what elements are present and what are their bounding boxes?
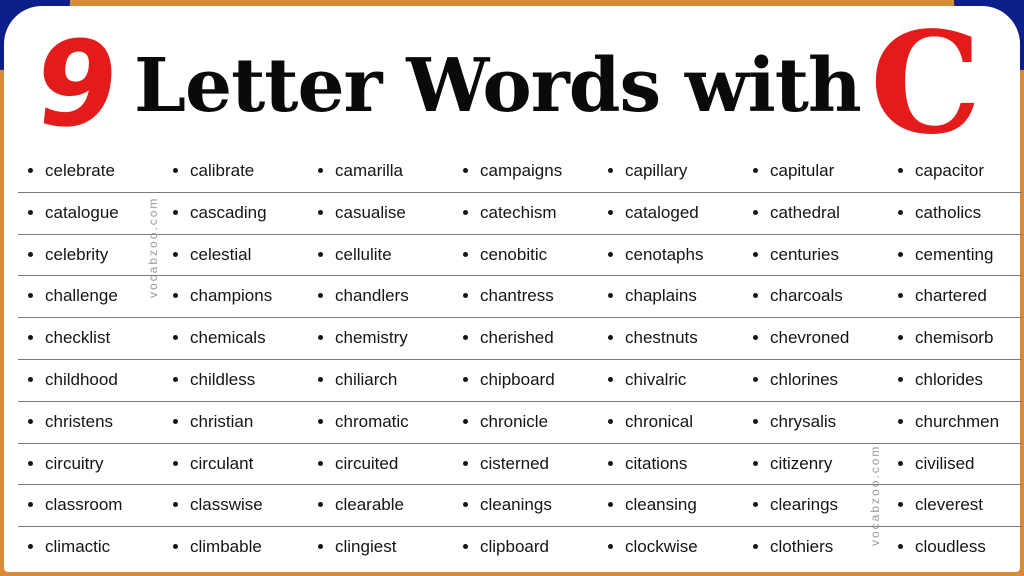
word-text: climbable xyxy=(190,537,262,557)
word-item xyxy=(173,485,263,525)
bullet-icon xyxy=(173,252,178,257)
bullet-icon xyxy=(898,461,903,466)
word-item xyxy=(173,527,262,567)
word-text: chestnuts xyxy=(625,328,698,348)
word-item xyxy=(463,318,554,358)
word-text: chartered xyxy=(915,286,987,306)
word-text: cleanings xyxy=(480,495,552,515)
word-item xyxy=(173,360,255,400)
bullet-icon xyxy=(608,377,613,382)
word-item xyxy=(318,360,397,400)
word-text: chandlers xyxy=(335,286,409,306)
word-text: christian xyxy=(190,411,254,431)
word-text: clingiest xyxy=(335,537,397,557)
word-text: christens xyxy=(45,411,114,431)
bullet-icon xyxy=(318,544,323,549)
title-text: Letter Words with xyxy=(134,43,861,129)
word-item xyxy=(463,402,548,442)
word-item xyxy=(898,402,999,442)
word-text: celebrity xyxy=(45,244,109,264)
word-item xyxy=(173,151,254,191)
word-item xyxy=(608,444,687,484)
word-item xyxy=(463,235,547,275)
word-item xyxy=(173,235,251,275)
word-item xyxy=(753,527,833,567)
word-item xyxy=(28,318,110,358)
bullet-icon xyxy=(753,293,758,298)
word-text: charcoals xyxy=(770,286,843,306)
word-text: civilised xyxy=(915,453,975,473)
bullet-icon xyxy=(898,502,903,507)
word-text: capillary xyxy=(625,161,688,180)
bullet-icon xyxy=(28,210,33,215)
word-item xyxy=(898,485,983,525)
word-text: chivalric xyxy=(625,369,687,389)
word-item xyxy=(463,485,552,525)
bullet-icon xyxy=(753,335,758,340)
bullet-icon xyxy=(173,293,178,298)
bullet-icon xyxy=(608,335,613,340)
word-item xyxy=(753,444,832,484)
bullet-icon xyxy=(28,168,33,173)
bullet-icon xyxy=(463,419,468,424)
bullet-icon xyxy=(753,461,758,466)
word-text: chipboard xyxy=(480,369,555,389)
word-text: chemisorb xyxy=(915,328,994,348)
bullet-icon xyxy=(28,293,33,298)
bullet-icon xyxy=(898,252,903,257)
bullet-icon xyxy=(753,168,758,173)
bullet-icon xyxy=(463,502,468,507)
word-row xyxy=(18,318,1022,360)
word-text: clipboard xyxy=(480,537,549,557)
word-item xyxy=(28,235,108,275)
bullet-icon xyxy=(318,252,323,257)
bullet-icon xyxy=(463,293,468,298)
word-text: chantress xyxy=(480,286,554,306)
word-text: casualise xyxy=(335,202,406,222)
word-item xyxy=(28,527,110,567)
word-item xyxy=(463,276,554,316)
bullet-icon xyxy=(173,461,178,466)
word-item xyxy=(463,444,549,484)
word-item xyxy=(318,235,392,275)
bullet-icon xyxy=(753,419,758,424)
word-item xyxy=(608,360,686,400)
bullet-icon xyxy=(463,210,468,215)
word-item xyxy=(28,276,118,316)
bullet-icon xyxy=(28,335,33,340)
word-item xyxy=(898,527,986,567)
word-text: climactic xyxy=(45,537,111,557)
word-item xyxy=(318,402,409,442)
word-item xyxy=(318,193,406,233)
word-item xyxy=(898,151,984,191)
word-item xyxy=(28,193,119,233)
word-text: cataloged xyxy=(625,202,699,222)
bullet-icon xyxy=(898,168,903,173)
word-text: cherished xyxy=(480,328,554,348)
word-text: chlorines xyxy=(770,369,839,389)
word-text: calibrate xyxy=(190,161,255,180)
word-item xyxy=(753,151,834,191)
bullet-icon xyxy=(173,210,178,215)
word-item xyxy=(753,402,836,442)
word-item xyxy=(608,193,699,233)
word-item xyxy=(608,276,697,316)
word-row xyxy=(18,276,1022,318)
bullet-icon xyxy=(608,210,613,215)
bullet-icon xyxy=(28,377,33,382)
word-text: chromatic xyxy=(335,411,409,431)
word-text: champions xyxy=(190,286,273,306)
word-item xyxy=(608,318,698,358)
bullet-icon xyxy=(608,544,613,549)
word-item xyxy=(173,276,272,316)
word-text: camarilla xyxy=(335,161,404,180)
bullet-icon xyxy=(173,544,178,549)
bullet-icon xyxy=(28,252,33,257)
word-text: catalogue xyxy=(45,202,119,222)
word-text: classroom xyxy=(45,495,123,515)
bullet-icon xyxy=(463,252,468,257)
word-text: catechism xyxy=(480,202,557,222)
bullet-icon xyxy=(753,252,758,257)
word-text: chlorides xyxy=(915,369,984,389)
word-text: cisterned xyxy=(480,453,549,473)
word-item xyxy=(608,402,693,442)
word-text: chiliarch xyxy=(335,369,398,389)
title-letter: C xyxy=(870,2,982,166)
word-item xyxy=(753,485,838,525)
word-text: cascading xyxy=(190,202,267,222)
word-item xyxy=(173,318,266,358)
word-text: childless xyxy=(190,369,256,389)
bullet-icon xyxy=(898,419,903,424)
word-text: checklist xyxy=(45,328,111,348)
bullet-icon xyxy=(173,377,178,382)
word-item xyxy=(173,402,253,442)
word-item xyxy=(753,276,843,316)
bullet-icon xyxy=(898,335,903,340)
word-text: chrysalis xyxy=(770,411,837,431)
word-item xyxy=(753,318,849,358)
word-text: circulant xyxy=(190,453,254,473)
word-item xyxy=(463,193,557,233)
word-text: clearings xyxy=(770,495,839,515)
word-text: clockwise xyxy=(625,537,698,557)
bullet-icon xyxy=(173,419,178,424)
word-text: cleansing xyxy=(625,495,697,515)
word-text: chronical xyxy=(625,411,694,431)
bullet-icon xyxy=(318,502,323,507)
word-item xyxy=(318,151,403,191)
word-item xyxy=(28,444,104,484)
word-item xyxy=(318,318,408,358)
word-text: chevroned xyxy=(770,328,850,348)
word-item xyxy=(463,151,562,191)
word-item xyxy=(463,360,555,400)
word-text: chaplains xyxy=(625,286,697,306)
word-text: chemistry xyxy=(335,328,408,348)
bullet-icon xyxy=(463,544,468,549)
word-row xyxy=(18,360,1022,402)
bullet-icon xyxy=(318,419,323,424)
word-item xyxy=(463,527,549,567)
bullet-icon xyxy=(28,461,33,466)
word-item xyxy=(898,360,983,400)
bullet-icon xyxy=(753,544,758,549)
word-item xyxy=(318,485,404,525)
word-text: cenotaphs xyxy=(625,244,704,264)
word-item xyxy=(898,318,993,358)
word-text: centuries xyxy=(770,244,839,264)
bullet-icon xyxy=(173,502,178,507)
word-item xyxy=(173,193,267,233)
word-item xyxy=(898,193,981,233)
page-title xyxy=(4,2,1020,166)
bullet-icon xyxy=(318,293,323,298)
bullet-icon xyxy=(463,461,468,466)
bullet-icon xyxy=(318,461,323,466)
word-text: celestial xyxy=(190,244,252,264)
bullet-icon xyxy=(753,502,758,507)
word-text: cathedral xyxy=(770,202,840,222)
word-text: catholics xyxy=(915,202,982,222)
bullet-icon xyxy=(463,168,468,173)
word-row xyxy=(18,402,1022,444)
word-row xyxy=(18,151,1022,193)
title-number: 9 xyxy=(28,15,126,153)
word-text: capacitor xyxy=(915,161,984,180)
word-row xyxy=(18,235,1022,277)
bullet-icon xyxy=(898,293,903,298)
word-text: churchmen xyxy=(915,411,1000,431)
bullet-icon xyxy=(28,544,33,549)
word-row xyxy=(18,193,1022,235)
bullet-icon xyxy=(173,335,178,340)
bullet-icon xyxy=(608,419,613,424)
word-item xyxy=(28,151,115,191)
word-text: clothiers xyxy=(770,537,834,557)
bullet-icon xyxy=(898,544,903,549)
word-text: circuitry xyxy=(45,453,104,473)
bullet-icon xyxy=(28,419,33,424)
word-text: circuited xyxy=(335,453,399,473)
word-text: cenobitic xyxy=(480,244,548,264)
word-text: childhood xyxy=(45,369,118,389)
word-text: celebrate xyxy=(45,161,115,180)
word-text: cementing xyxy=(915,244,994,264)
bullet-icon xyxy=(608,502,613,507)
bullet-icon xyxy=(28,502,33,507)
word-item xyxy=(318,444,398,484)
word-item xyxy=(753,235,839,275)
word-item xyxy=(28,402,113,442)
bullet-icon xyxy=(608,461,613,466)
word-item xyxy=(608,527,698,567)
word-item xyxy=(753,360,838,400)
word-text: cloudless xyxy=(915,537,986,557)
bullet-icon xyxy=(463,335,468,340)
word-item xyxy=(28,360,118,400)
word-item xyxy=(608,151,687,191)
word-item xyxy=(608,235,703,275)
content-card xyxy=(4,2,1020,572)
word-text: citations xyxy=(625,453,688,473)
word-text: cellulite xyxy=(335,244,392,264)
word-text: cleverest xyxy=(915,495,984,515)
bullet-icon xyxy=(753,210,758,215)
bullet-icon xyxy=(753,377,758,382)
word-item xyxy=(898,276,987,316)
word-item xyxy=(318,527,396,567)
word-item xyxy=(898,235,993,275)
word-text: citizenry xyxy=(770,453,833,473)
bullet-icon xyxy=(318,377,323,382)
bullet-icon xyxy=(608,168,613,173)
word-item xyxy=(608,485,697,525)
bullet-icon xyxy=(318,168,323,173)
bullet-icon xyxy=(173,168,178,173)
word-text: chemicals xyxy=(190,328,266,348)
bullet-icon xyxy=(608,293,613,298)
watermark-right: vocabzoo.com xyxy=(868,444,882,546)
word-text: classwise xyxy=(190,495,263,515)
bullet-icon xyxy=(463,377,468,382)
word-item xyxy=(318,276,409,316)
bullet-icon xyxy=(318,335,323,340)
word-text: campaigns xyxy=(480,161,563,180)
word-text: chronicle xyxy=(480,411,549,431)
bullet-icon xyxy=(318,210,323,215)
bullet-icon xyxy=(898,377,903,382)
word-text: clearable xyxy=(335,495,404,515)
bullet-icon xyxy=(898,210,903,215)
bullet-icon xyxy=(608,252,613,257)
word-item xyxy=(753,193,840,233)
word-item xyxy=(173,444,253,484)
word-item xyxy=(898,444,975,484)
watermark-left: vocabzoo.com xyxy=(146,196,160,298)
word-text: challenge xyxy=(45,286,118,306)
word-item xyxy=(28,485,122,525)
word-text: capitular xyxy=(770,161,835,180)
